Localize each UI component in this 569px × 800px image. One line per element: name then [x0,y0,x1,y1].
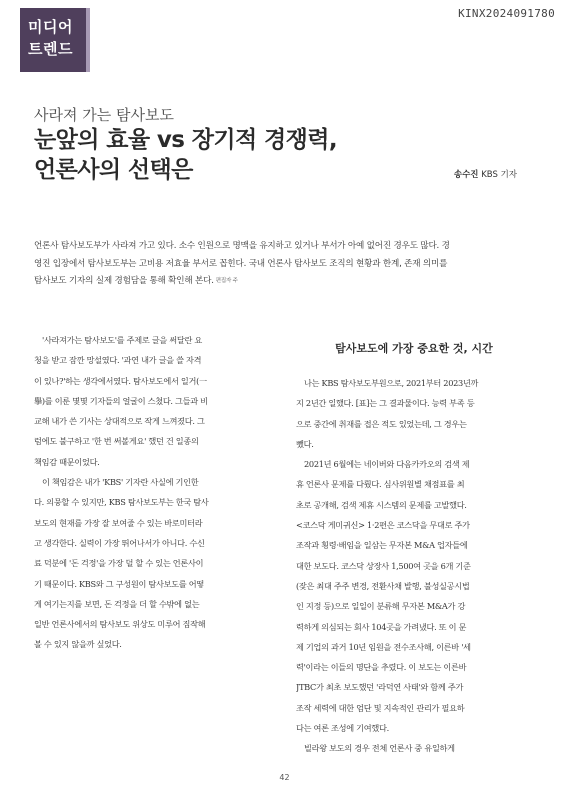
badge-line-2: 트렌드 [28,40,73,58]
body-line: 조작 세력에 대한 엄단 및 지속적인 관리가 필요하 [296,702,465,713]
body-line: 고 생각한다. 실력이 가장 뛰어나서가 아니다. 수신 [34,537,205,548]
lead-paragraph [34,238,534,291]
body-line: 청을 받고 잠깐 망설였다. '과연 내가 글을 쓸 자격 [34,355,202,366]
body-line: '사라져가는 탐사보도'를 주제로 글을 써달란 요 [42,335,202,345]
body-line: 료 덕분에 '돈 걱정'을 가장 덜 할 수 있는 언론사이 [34,558,204,569]
section-badge-label [28,16,73,60]
body-line: 다는 여론 조성에 기여했다. [296,723,389,734]
lead-line-text: 탐사보도 기자의 실제 경험담을 통해 확인해 본다. [34,276,214,286]
body-line: 책임감 때문이었다. [34,456,100,467]
body-line: 초로 공개해, 검색 제휴 시스템의 문제를 고발했다. [296,499,467,510]
body-line: 일반 언론사에서의 탐사보도 위상도 미루어 짐작해 [34,619,206,630]
body-line: 나는 KBS 탐사보도부원으로, 2021부터 2023년까 [304,378,479,388]
badge-line-1: 미디어 [28,18,73,36]
right-column [296,373,532,759]
body-line: 휴 언론사 문제를 다뤘다. 심사위원별 채점표를 최 [296,479,465,490]
body-line: 대한 보도다. 코스닥 상장사 1,500여 곳을 6개 기준 [296,560,471,571]
left-column [34,330,270,655]
body-line: JTBC가 최초 보도했던 '라덕연 사태'와 함께 주가 [296,682,464,693]
article-title [34,125,337,185]
body-line: 기 때문이다. KBS와 그 구성원이 탐사보도를 어떻 [34,578,204,589]
section-heading: 탐사보도에 가장 중요한 것, 시간 [335,342,493,355]
body-line: <코스닥 게미귀신> 1·2편은 코스닥을 무대로 주가 [296,520,470,531]
lead-line [34,273,534,291]
body-line: (잦은 최대 주주 변경, 전환사채 발행, 불성실공시법 [296,580,470,591]
document-id: KINX2024091780 [458,7,555,20]
editor-note: 편집자 주 [215,278,238,284]
lead-line: 언론사 탐사보도부가 사라져 가고 있다. 소수 인원으로 명맥을 유지하고 있거나 부서가 아예 없어진 경우도 많다. 경 [34,241,450,251]
body-line: 조작과 횡령·배임을 일삼는 무자본 M&A 업자들에 [296,540,468,551]
page-number: 42 [279,773,290,782]
title-line-2: 언론사의 선택은 [34,157,193,183]
body-line: 이 있나?'하는 생각에서였다. 탐사보도에서 일거(一 [34,375,207,386]
body-line: 럼에도 불구하고 '한 번 써볼게요' 했던 건 일종의 [34,436,199,447]
section-badge [20,8,86,72]
article-supertitle: 사라져 가는 탐사보도 [34,106,174,124]
author-name: 송수진 [453,170,479,180]
body-line: 擧)를 이룬 몇몇 기자들의 얼굴이 스쳤다. 그들과 비 [34,395,208,406]
body-line: 력하게 의심되는 회사 104곳을 가려냈다. 또 이 문 [296,621,467,632]
body-line: 2021년 6월에는 네이버와 다음카카오의 검색 제 [304,459,470,470]
body-line: 게 여기는지를 보면, 돈 걱정을 더 할 수밖에 없는 [34,598,200,609]
body-line: 이 책임감은 내가 'KBS' 기자란 사실에 기인한 [42,477,199,488]
body-line: 다. 의뭉할 수 있지만, KBS 탐사보도부는 한국 탐사 [34,497,209,508]
body-line: 인 지정 등)으로 일일이 분류해 무자본 M&A가 강 [296,601,466,612]
body-line: 력'이라는 이들의 명단을 추렸다. 이 보도는 이른바 [296,662,467,673]
body-line: 지 2년간 일했다. [표]는 그 결과물이다. 능력 부족 등 [296,398,475,409]
body-line: 보도의 현재를 가장 잘 보여줄 수 있는 바로미터라 [34,517,203,528]
body-line: 교해 내가 쓴 기사는 상대적으로 작게 느껴졌다. 그 [34,416,205,427]
author-role: KBS 기자 [481,170,517,180]
body-line: 볼 수 있지 않을까 싶었다. [34,639,122,650]
author-byline [454,168,517,180]
body-line: 뺐다. [296,438,314,449]
body-line: 으로 중간에 취재를 접은 적도 있었는데, 그 경우는 [296,418,467,429]
lead-line: 영진 입장에서 탐사보도부는 고비용 저효율 부서로 꼽힌다. 국내 언론사 탐사보도 조직의 현황과 한계, 존재 의미를 [34,258,448,269]
body-line: 빌라왕 보도의 경우 전체 언론사 중 유일하게 [304,743,455,754]
body-line: 제 기업의 과거 10년 임원을 전수조사해, 이른바 '세 [296,641,471,652]
badge-shadow-strip [86,8,90,72]
title-line-1: 눈앞의 효율 vs 장기적 경쟁력, [34,127,338,153]
